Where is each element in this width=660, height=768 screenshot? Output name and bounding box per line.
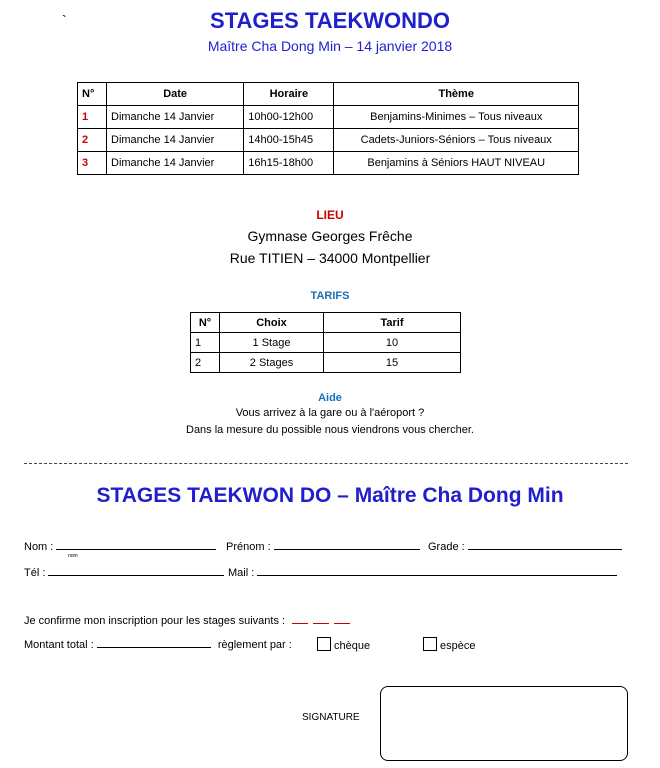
row-number: 2 <box>191 353 220 373</box>
lieu-venue: Gymnase Georges Frêche <box>247 228 413 244</box>
tel-input-line[interactable] <box>48 566 224 576</box>
col-header-date: Date <box>107 83 244 106</box>
row-date: Dimanche 14 Janvier <box>107 129 244 152</box>
aide-heading: Aide <box>318 392 342 404</box>
nom-label: Nom : <box>24 541 54 553</box>
cheque-checkbox[interactable] <box>317 637 331 651</box>
row-horaire: 16h15-18h00 <box>244 152 334 175</box>
aide-line-2: Dans la mesure du possible nous viendrons vous chercher. <box>186 424 474 436</box>
tarifs-heading: TARIFS <box>310 290 350 302</box>
tel-field[interactable] <box>24 566 224 579</box>
table-row <box>78 129 579 152</box>
cheque-option[interactable] <box>314 637 370 652</box>
cheque-label: chèque <box>334 640 371 652</box>
aide-line-1: Vous arrivez à la gare ou à l'aéroport ? <box>235 407 425 419</box>
stray-mark: ` <box>62 12 67 28</box>
col-header-number: N° <box>78 83 107 106</box>
row-date: Dimanche 14 Janvier <box>107 152 244 175</box>
row-number: 3 <box>78 152 107 175</box>
page-title: STAGES TAEKWONDO <box>210 8 450 33</box>
schedule-table <box>77 82 579 175</box>
signature-box[interactable] <box>380 686 628 761</box>
row-horaire: 10h00-12h00 <box>244 106 334 129</box>
row-number: 2 <box>78 129 107 152</box>
nom-input-line[interactable] <box>56 540 216 550</box>
prenom-field[interactable] <box>226 540 420 553</box>
montant-label: Montant total : <box>24 639 94 651</box>
espece-option[interactable] <box>420 637 475 652</box>
lieu-heading: LIEU <box>316 208 344 222</box>
row-horaire: 14h00-15h45 <box>244 129 334 152</box>
row-choix: 2 Stages <box>220 353 324 373</box>
lieu-address: Rue TITIEN – 34000 Montpellier <box>229 250 431 266</box>
confirm-label: Je confirme mon inscription pour les stages suivants : <box>24 615 286 627</box>
table-row <box>78 152 579 175</box>
mail-label: Mail : <box>228 567 255 579</box>
grade-input-line[interactable] <box>468 540 622 550</box>
col-header-horaire: Horaire <box>244 83 334 106</box>
table-row <box>191 353 461 373</box>
grade-label: Grade : <box>428 541 465 553</box>
row-theme: Benjamins à Séniors HAUT NIVEAU <box>334 152 579 175</box>
stage-choice-line-2[interactable] <box>313 614 329 624</box>
prenom-input-line[interactable] <box>274 540 420 550</box>
row-tarif: 10 <box>324 333 461 353</box>
row-theme: Benjamins-Minimes – Tous niveaux <box>334 106 579 129</box>
tarifs-header-row <box>191 313 461 333</box>
montant-input-line[interactable] <box>97 638 211 648</box>
col-header-tarif: Tarif <box>324 313 461 333</box>
cut-line-divider <box>24 463 628 464</box>
table-row <box>191 333 461 353</box>
form-title: STAGES TAEKWON DO – Maître Cha Dong Min <box>96 484 564 507</box>
page-subtitle: Maître Cha Dong Min – 14 janvier 2018 <box>207 38 453 54</box>
row-choix: 1 Stage <box>220 333 324 353</box>
espece-checkbox[interactable] <box>423 637 437 651</box>
table-row <box>78 106 579 129</box>
stage-choice-line-1[interactable] <box>292 614 308 624</box>
mail-input-line[interactable] <box>257 566 617 576</box>
row-number: 1 <box>78 106 107 129</box>
tel-label: Tél : <box>24 567 46 579</box>
row-theme: Cadets-Juniors-Séniors – Tous niveaux <box>334 129 579 152</box>
mail-field[interactable] <box>228 566 617 579</box>
schedule-header-row <box>78 83 579 106</box>
montant-field[interactable] <box>24 638 292 651</box>
col-header-choix: Choix <box>220 313 324 333</box>
prenom-label: Prénom : <box>226 541 271 553</box>
nom-hint: nom <box>68 553 78 559</box>
signature-label: SIGNATURE <box>302 712 360 723</box>
reglement-label: règlement par : <box>217 639 292 651</box>
nom-field[interactable] <box>24 540 216 553</box>
col-header-number: N° <box>191 313 220 333</box>
col-header-theme: Thème <box>334 83 579 106</box>
espece-label: espèce <box>440 640 476 652</box>
grade-field[interactable] <box>428 540 622 553</box>
tarifs-table <box>190 312 461 373</box>
stage-choice-line-3[interactable] <box>334 614 350 624</box>
row-tarif: 15 <box>324 353 461 373</box>
confirm-field[interactable] <box>24 614 350 627</box>
row-number: 1 <box>191 333 220 353</box>
row-date: Dimanche 14 Janvier <box>107 106 244 129</box>
